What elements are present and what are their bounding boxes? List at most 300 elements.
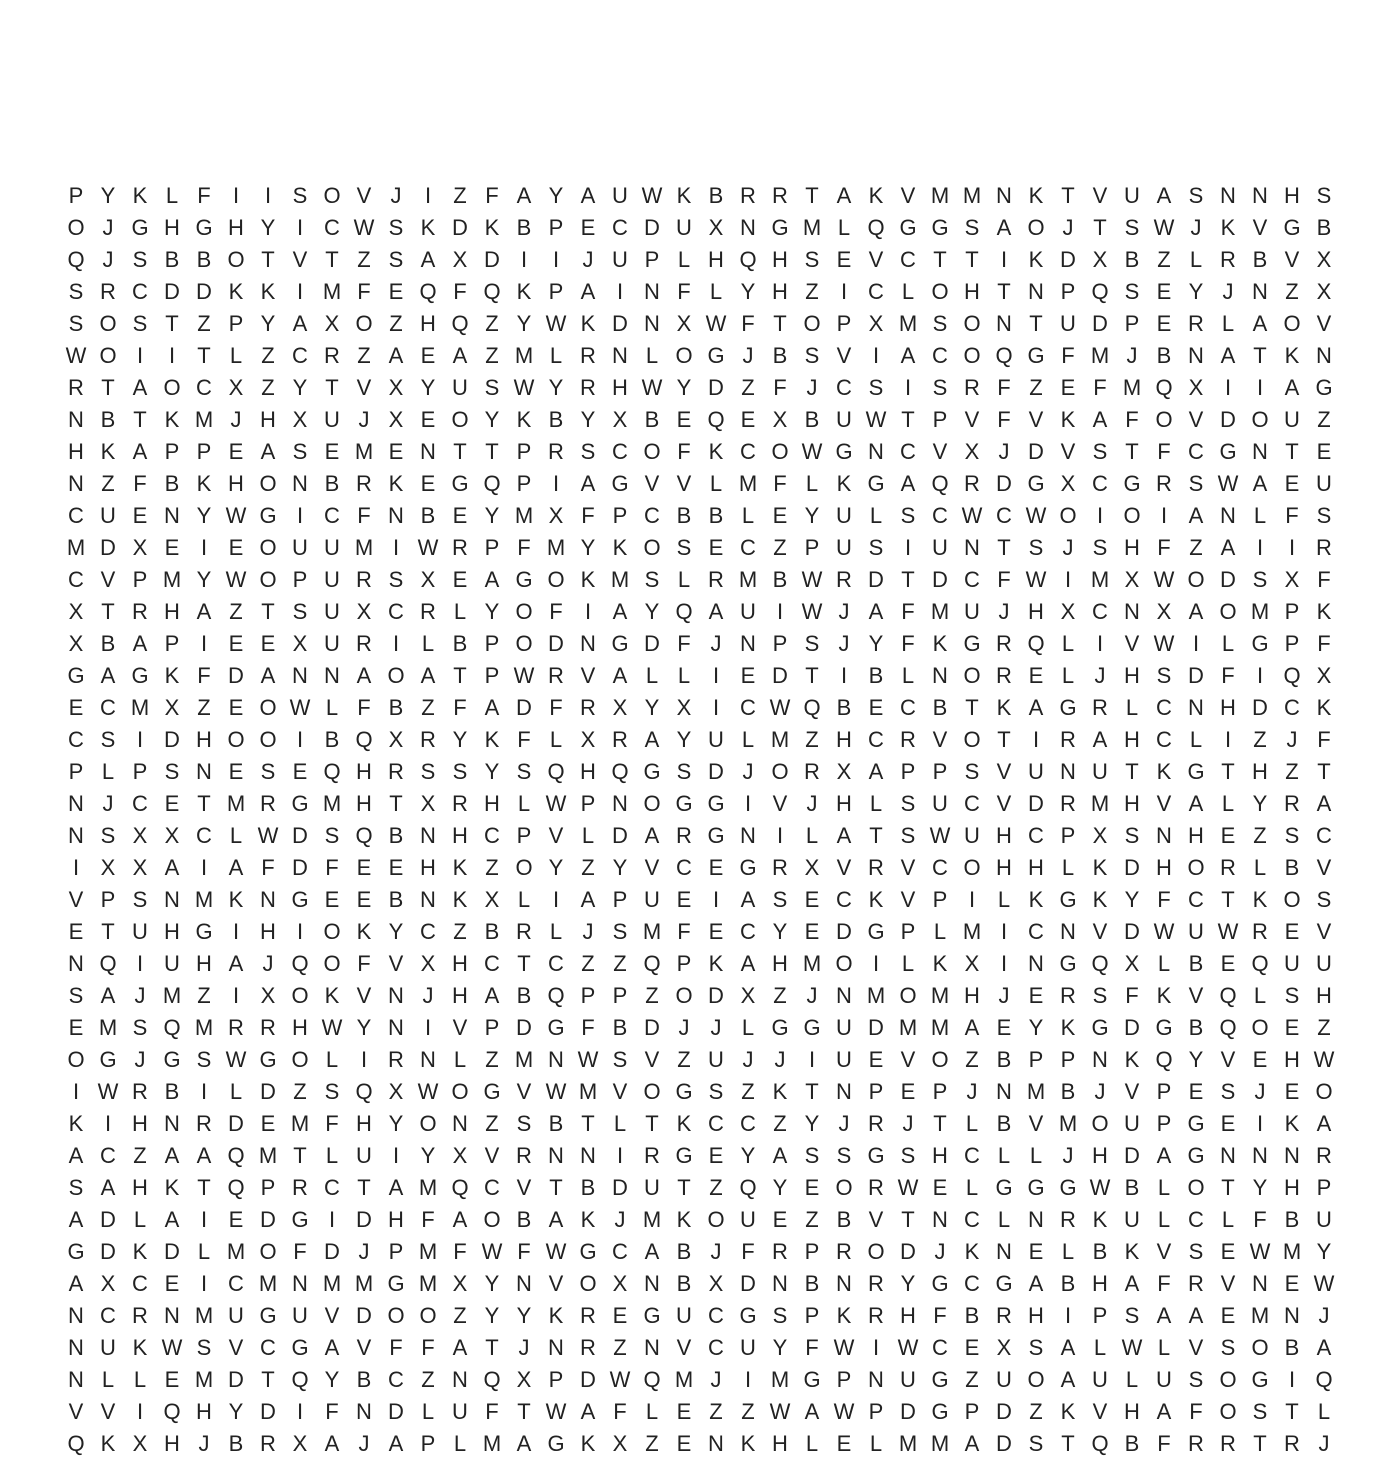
grid-letter: G bbox=[931, 215, 949, 240]
grid-letter: F bbox=[1157, 887, 1171, 912]
grid-letter: S bbox=[900, 791, 916, 816]
grid-letter: V bbox=[644, 1047, 660, 1072]
grid-letter: E bbox=[804, 887, 820, 912]
grid-letter: L bbox=[325, 695, 339, 720]
grid-letter: I bbox=[744, 791, 752, 816]
grid-letter: P bbox=[932, 1079, 948, 1104]
grid-letter: T bbox=[901, 1207, 915, 1232]
grid-letter: C bbox=[868, 727, 884, 752]
grid-letter: N bbox=[1028, 951, 1044, 976]
grid-letter: X bbox=[132, 855, 148, 880]
grid-letter: M bbox=[1090, 791, 1110, 816]
grid-letter: C bbox=[740, 695, 756, 720]
grid-letter: X bbox=[516, 1367, 532, 1392]
grid-letter: A bbox=[164, 1143, 180, 1168]
grid-letter: Z bbox=[197, 983, 211, 1008]
grid-letter: K bbox=[932, 951, 948, 976]
grid-letter: J bbox=[838, 599, 850, 624]
grid-letter: O bbox=[803, 311, 821, 336]
grid-letter: Q bbox=[1091, 951, 1109, 976]
grid-letter: X bbox=[964, 439, 980, 464]
grid-letter: D bbox=[1124, 855, 1140, 880]
grid-letter: B bbox=[1060, 1079, 1076, 1104]
grid-letter: N bbox=[964, 535, 980, 560]
grid-letter: V bbox=[996, 759, 1012, 784]
grid-letter: H bbox=[1124, 791, 1140, 816]
grid-letter: H bbox=[1092, 1271, 1108, 1296]
grid-letter: C bbox=[260, 1335, 276, 1360]
grid-letter: D bbox=[164, 1239, 180, 1264]
grid-letter: P bbox=[580, 791, 596, 816]
grid-letter: I bbox=[200, 1207, 208, 1232]
grid-letter: U bbox=[836, 535, 852, 560]
grid-letter: J bbox=[1062, 535, 1074, 560]
grid-letter: E bbox=[228, 759, 244, 784]
grid-letter: L bbox=[1253, 983, 1267, 1008]
grid-letter: T bbox=[133, 407, 147, 432]
grid-letter: S bbox=[1124, 823, 1140, 848]
grid-letter: X bbox=[420, 567, 436, 592]
grid-letter: B bbox=[356, 1367, 372, 1392]
grid-letter: A bbox=[260, 663, 276, 688]
grid-letter: M bbox=[930, 1015, 950, 1040]
grid-letter: S bbox=[580, 439, 596, 464]
grid-letter: N bbox=[580, 1143, 596, 1168]
grid-letter: I bbox=[72, 855, 80, 880]
grid-letter: T bbox=[933, 247, 947, 272]
grid-letter: I bbox=[200, 1271, 208, 1296]
grid-letter: A bbox=[1156, 183, 1172, 208]
grid-letter: Y bbox=[1188, 279, 1204, 304]
grid-letter: W bbox=[577, 1047, 599, 1072]
grid-letter: Y bbox=[1252, 791, 1268, 816]
grid-letter: D bbox=[740, 1271, 756, 1296]
grid-letter: O bbox=[1187, 855, 1205, 880]
grid-letter: P bbox=[900, 759, 916, 784]
grid-letter: A bbox=[388, 1175, 404, 1200]
grid-letter: T bbox=[997, 727, 1011, 752]
grid-row bbox=[60, 916, 1340, 948]
grid-row bbox=[60, 788, 1340, 820]
grid-letter: K bbox=[228, 279, 244, 304]
grid-letter: M bbox=[642, 1207, 662, 1232]
grid-letter: Q bbox=[483, 279, 501, 304]
grid-letter: O bbox=[931, 279, 949, 304]
grid-letter: K bbox=[452, 887, 468, 912]
grid-letter: R bbox=[260, 791, 276, 816]
grid-letter: Z bbox=[581, 951, 595, 976]
grid-letter: O bbox=[323, 951, 341, 976]
grid-letter: E bbox=[228, 439, 244, 464]
grid-letter: V bbox=[1028, 407, 1044, 432]
grid-letter: H bbox=[228, 215, 244, 240]
grid-letter: R bbox=[964, 375, 980, 400]
grid-letter: J bbox=[582, 919, 594, 944]
grid-letter: Z bbox=[677, 1047, 691, 1072]
grid-letter: Y bbox=[484, 503, 500, 528]
grid-letter: K bbox=[1060, 407, 1076, 432]
grid-letter: D bbox=[1060, 247, 1076, 272]
grid-letter: R bbox=[132, 599, 148, 624]
grid-letter: O bbox=[483, 1207, 501, 1232]
grid-row bbox=[60, 980, 1340, 1012]
grid-letter: V bbox=[516, 1175, 532, 1200]
grid-letter: O bbox=[451, 1079, 469, 1104]
grid-letter: C bbox=[996, 503, 1012, 528]
grid-letter: R bbox=[868, 1111, 884, 1136]
grid-letter: A bbox=[708, 599, 724, 624]
grid-letter: B bbox=[932, 695, 948, 720]
grid-letter: W bbox=[1153, 919, 1175, 944]
grid-letter: K bbox=[580, 567, 596, 592]
grid-letter: F bbox=[1125, 983, 1139, 1008]
grid-letter: K bbox=[1316, 695, 1332, 720]
grid-letter: T bbox=[1285, 1399, 1299, 1424]
grid-letter: A bbox=[452, 1335, 468, 1360]
grid-letter: U bbox=[1028, 759, 1044, 784]
grid-letter: Z bbox=[485, 311, 499, 336]
grid-letter: V bbox=[996, 791, 1012, 816]
grid-letter: P bbox=[484, 663, 500, 688]
grid-letter: T bbox=[453, 439, 467, 464]
grid-letter: G bbox=[291, 1207, 309, 1232]
grid-letter: F bbox=[1253, 1207, 1267, 1232]
grid-letter: P bbox=[804, 1239, 820, 1264]
grid-letter: L bbox=[869, 1431, 883, 1456]
grid-letter: A bbox=[1028, 695, 1044, 720]
grid-letter: O bbox=[1187, 567, 1205, 592]
grid-letter: G bbox=[771, 1015, 789, 1040]
grid-letter: G bbox=[195, 215, 213, 240]
grid-letter: D bbox=[228, 1367, 244, 1392]
grid-letter: O bbox=[1187, 1175, 1205, 1200]
grid-letter: Q bbox=[995, 343, 1013, 368]
grid-letter: E bbox=[932, 1175, 948, 1200]
grid-letter: J bbox=[1094, 663, 1106, 688]
grid-letter: V bbox=[676, 1335, 692, 1360]
grid-letter: U bbox=[100, 1335, 116, 1360]
grid-letter: L bbox=[869, 503, 883, 528]
grid-letter: E bbox=[260, 631, 276, 656]
grid-letter: Z bbox=[261, 343, 275, 368]
grid-letter: R bbox=[356, 471, 372, 496]
grid-letter: P bbox=[900, 919, 916, 944]
grid-letter: J bbox=[806, 983, 818, 1008]
grid-letter: N bbox=[292, 471, 308, 496]
grid-letter: W bbox=[609, 1367, 631, 1392]
grid-letter: M bbox=[194, 407, 214, 432]
grid-letter: W bbox=[801, 599, 823, 624]
grid-letter: K bbox=[132, 1239, 148, 1264]
grid-row bbox=[60, 404, 1340, 436]
grid-letter: O bbox=[291, 1047, 309, 1072]
grid-letter: G bbox=[995, 1175, 1013, 1200]
grid-letter: O bbox=[1091, 1111, 1109, 1136]
grid-letter: Y bbox=[1316, 1239, 1332, 1264]
grid-letter: E bbox=[1284, 471, 1300, 496]
grid-letter: J bbox=[806, 791, 818, 816]
grid-letter: L bbox=[101, 1367, 115, 1392]
grid-letter: C bbox=[964, 791, 980, 816]
grid-letter: I bbox=[840, 663, 848, 688]
grid-letter: W bbox=[225, 503, 247, 528]
grid-letter: O bbox=[323, 183, 341, 208]
grid-letter: N bbox=[68, 1335, 84, 1360]
grid-letter: R bbox=[1060, 1207, 1076, 1232]
grid-letter: U bbox=[164, 951, 180, 976]
grid-letter: I bbox=[72, 1079, 80, 1104]
grid-letter: M bbox=[866, 983, 886, 1008]
grid-letter: O bbox=[643, 1079, 661, 1104]
grid-letter: V bbox=[1124, 631, 1140, 656]
grid-letter: O bbox=[963, 727, 981, 752]
grid-letter: A bbox=[740, 887, 756, 912]
grid-letter: X bbox=[292, 1431, 308, 1456]
grid-letter: T bbox=[293, 1143, 307, 1168]
grid-letter: Q bbox=[1315, 1367, 1333, 1392]
grid-letter: S bbox=[68, 1175, 84, 1200]
grid-letter: E bbox=[388, 439, 404, 464]
grid-letter: L bbox=[165, 183, 179, 208]
grid-letter: Q bbox=[1091, 279, 1109, 304]
grid-letter: N bbox=[996, 1239, 1012, 1264]
grid-letter: S bbox=[900, 1143, 916, 1168]
grid-letter: G bbox=[1059, 887, 1077, 912]
grid-letter: E bbox=[868, 695, 884, 720]
grid-letter: U bbox=[612, 247, 628, 272]
grid-letter: I bbox=[968, 887, 976, 912]
grid-letter: K bbox=[932, 631, 948, 656]
grid-letter: H bbox=[612, 375, 628, 400]
grid-letter: R bbox=[1060, 983, 1076, 1008]
grid-letter: D bbox=[996, 471, 1012, 496]
grid-letter: T bbox=[325, 375, 339, 400]
grid-letter: B bbox=[100, 631, 116, 656]
grid-letter: I bbox=[1192, 631, 1200, 656]
grid-letter: Y bbox=[548, 375, 564, 400]
grid-letter: S bbox=[292, 439, 308, 464]
grid-letter: K bbox=[1156, 759, 1172, 784]
grid-letter: U bbox=[740, 599, 756, 624]
grid-letter: G bbox=[291, 1335, 309, 1360]
grid-letter: K bbox=[228, 887, 244, 912]
grid-letter: H bbox=[932, 1143, 948, 1168]
grid-letter: G bbox=[99, 1047, 117, 1072]
grid-letter: M bbox=[770, 727, 790, 752]
grid-letter: H bbox=[1188, 823, 1204, 848]
grid-letter: Y bbox=[772, 1335, 788, 1360]
grid-letter: D bbox=[548, 631, 564, 656]
grid-letter: I bbox=[328, 1207, 336, 1232]
grid-letter: H bbox=[580, 759, 596, 784]
grid-letter: I bbox=[1224, 375, 1232, 400]
grid-letter: U bbox=[324, 599, 340, 624]
grid-letter: N bbox=[68, 791, 84, 816]
grid-letter: Q bbox=[611, 759, 629, 784]
grid-letter: E bbox=[580, 215, 596, 240]
grid-letter: F bbox=[1317, 727, 1331, 752]
grid-letter: Z bbox=[133, 1143, 147, 1168]
grid-letter: H bbox=[420, 311, 436, 336]
grid-letter: I bbox=[552, 471, 560, 496]
grid-letter: V bbox=[1316, 855, 1332, 880]
grid-letter: A bbox=[644, 823, 660, 848]
grid-letter: R bbox=[580, 1335, 596, 1360]
grid-letter: M bbox=[514, 503, 534, 528]
grid-letter: L bbox=[1061, 663, 1075, 688]
grid-letter: H bbox=[228, 471, 244, 496]
grid-letter: N bbox=[708, 1431, 724, 1456]
grid-letter: T bbox=[901, 407, 915, 432]
grid-letter: X bbox=[388, 375, 404, 400]
grid-letter: M bbox=[226, 1239, 246, 1264]
grid-letter: Q bbox=[1155, 1047, 1173, 1072]
grid-letter: M bbox=[962, 919, 982, 944]
grid-letter: A bbox=[740, 951, 756, 976]
grid-letter: L bbox=[1253, 855, 1267, 880]
grid-letter: V bbox=[356, 983, 372, 1008]
grid-letter: C bbox=[836, 375, 852, 400]
grid-letter: B bbox=[772, 567, 788, 592]
grid-letter: H bbox=[260, 919, 276, 944]
grid-letter: F bbox=[997, 407, 1011, 432]
grid-letter: Z bbox=[357, 343, 371, 368]
grid-letter: C bbox=[132, 1271, 148, 1296]
grid-letter: E bbox=[996, 1015, 1012, 1040]
grid-letter: H bbox=[1284, 1047, 1300, 1072]
grid-letter: W bbox=[1153, 567, 1175, 592]
grid-letter: C bbox=[196, 375, 212, 400]
grid-letter: E bbox=[164, 535, 180, 560]
grid-letter: H bbox=[132, 1111, 148, 1136]
grid-letter: V bbox=[1188, 1335, 1204, 1360]
grid-letter: H bbox=[1284, 1175, 1300, 1200]
grid-letter: B bbox=[836, 695, 852, 720]
grid-letter: R bbox=[772, 183, 788, 208]
grid-letter: U bbox=[900, 1367, 916, 1392]
grid-letter: R bbox=[1188, 1431, 1204, 1456]
grid-letter: Q bbox=[739, 1175, 757, 1200]
grid-letter: X bbox=[996, 1335, 1012, 1360]
grid-letter: W bbox=[1217, 919, 1239, 944]
grid-letter: L bbox=[549, 727, 563, 752]
grid-letter: O bbox=[515, 599, 533, 624]
grid-row bbox=[60, 212, 1340, 244]
grid-letter: L bbox=[677, 247, 691, 272]
grid-letter: W bbox=[801, 439, 823, 464]
grid-letter: L bbox=[741, 727, 755, 752]
grid-letter: L bbox=[517, 791, 531, 816]
grid-letter: V bbox=[644, 855, 660, 880]
grid-letter: G bbox=[835, 439, 853, 464]
grid-letter: O bbox=[547, 567, 565, 592]
grid-letter: X bbox=[164, 823, 180, 848]
grid-letter: Y bbox=[580, 407, 596, 432]
grid-letter: R bbox=[388, 1047, 404, 1072]
grid-letter: F bbox=[741, 311, 755, 336]
grid-letter: O bbox=[419, 1303, 437, 1328]
grid-letter: W bbox=[641, 183, 663, 208]
grid-letter: L bbox=[133, 1207, 147, 1232]
grid-letter: C bbox=[100, 1143, 116, 1168]
grid-letter: M bbox=[322, 1271, 342, 1296]
grid-letter: M bbox=[738, 567, 758, 592]
grid-letter: W bbox=[257, 823, 279, 848]
grid-letter: S bbox=[644, 567, 660, 592]
word-search-grid bbox=[60, 180, 1340, 1460]
grid-letter: G bbox=[675, 791, 693, 816]
grid-letter: G bbox=[131, 663, 149, 688]
grid-letter: N bbox=[1124, 599, 1140, 624]
grid-letter: R bbox=[644, 1143, 660, 1168]
grid-letter: S bbox=[132, 311, 148, 336]
grid-letter: J bbox=[1190, 215, 1202, 240]
grid-letter: V bbox=[100, 567, 116, 592]
grid-letter: Z bbox=[1189, 535, 1203, 560]
grid-letter: G bbox=[1027, 343, 1045, 368]
grid-letter: J bbox=[710, 1367, 722, 1392]
grid-letter: F bbox=[357, 695, 371, 720]
grid-letter: E bbox=[676, 1431, 692, 1456]
grid-letter: W bbox=[417, 535, 439, 560]
grid-letter: S bbox=[1092, 983, 1108, 1008]
grid-letter: M bbox=[98, 1015, 118, 1040]
grid-letter: R bbox=[996, 663, 1012, 688]
grid-letter: D bbox=[292, 823, 308, 848]
grid-letter: I bbox=[712, 695, 720, 720]
grid-letter: P bbox=[1028, 1047, 1044, 1072]
grid-letter: Z bbox=[741, 1079, 755, 1104]
grid-letter: O bbox=[99, 343, 117, 368]
grid-letter: W bbox=[545, 1399, 567, 1424]
grid-letter: K bbox=[132, 183, 148, 208]
grid-letter: S bbox=[164, 759, 180, 784]
grid-letter: L bbox=[1157, 1335, 1171, 1360]
grid-letter: A bbox=[292, 311, 308, 336]
grid-letter: O bbox=[1155, 407, 1173, 432]
grid-letter: Y bbox=[1028, 1015, 1044, 1040]
grid-letter: W bbox=[545, 1079, 567, 1104]
grid-letter: C bbox=[740, 1111, 756, 1136]
grid-letter: P bbox=[932, 407, 948, 432]
grid-letter: O bbox=[451, 407, 469, 432]
grid-letter: B bbox=[1284, 1207, 1300, 1232]
grid-letter: Q bbox=[323, 759, 341, 784]
grid-letter: A bbox=[516, 1431, 532, 1456]
grid-letter: T bbox=[1125, 759, 1139, 784]
grid-letter: A bbox=[164, 1207, 180, 1232]
grid-letter: E bbox=[1316, 439, 1332, 464]
grid-letter: R bbox=[740, 183, 756, 208]
grid-letter: I bbox=[616, 1143, 624, 1168]
grid-letter: G bbox=[995, 1271, 1013, 1296]
grid-letter: J bbox=[934, 1239, 946, 1264]
grid-letter: J bbox=[774, 1047, 786, 1072]
grid-letter: U bbox=[1124, 183, 1140, 208]
grid-letter: V bbox=[324, 1303, 340, 1328]
grid-letter: O bbox=[259, 471, 277, 496]
grid-letter: Y bbox=[516, 1303, 532, 1328]
grid-letter: J bbox=[1094, 1079, 1106, 1104]
grid-letter: J bbox=[998, 983, 1010, 1008]
grid-letter: U bbox=[836, 1047, 852, 1072]
grid-letter: O bbox=[771, 759, 789, 784]
grid-letter: U bbox=[1092, 1367, 1108, 1392]
grid-letter: U bbox=[612, 183, 628, 208]
grid-letter: G bbox=[1059, 1175, 1077, 1200]
grid-letter: S bbox=[1252, 1399, 1268, 1424]
grid-letter: Y bbox=[260, 215, 276, 240]
